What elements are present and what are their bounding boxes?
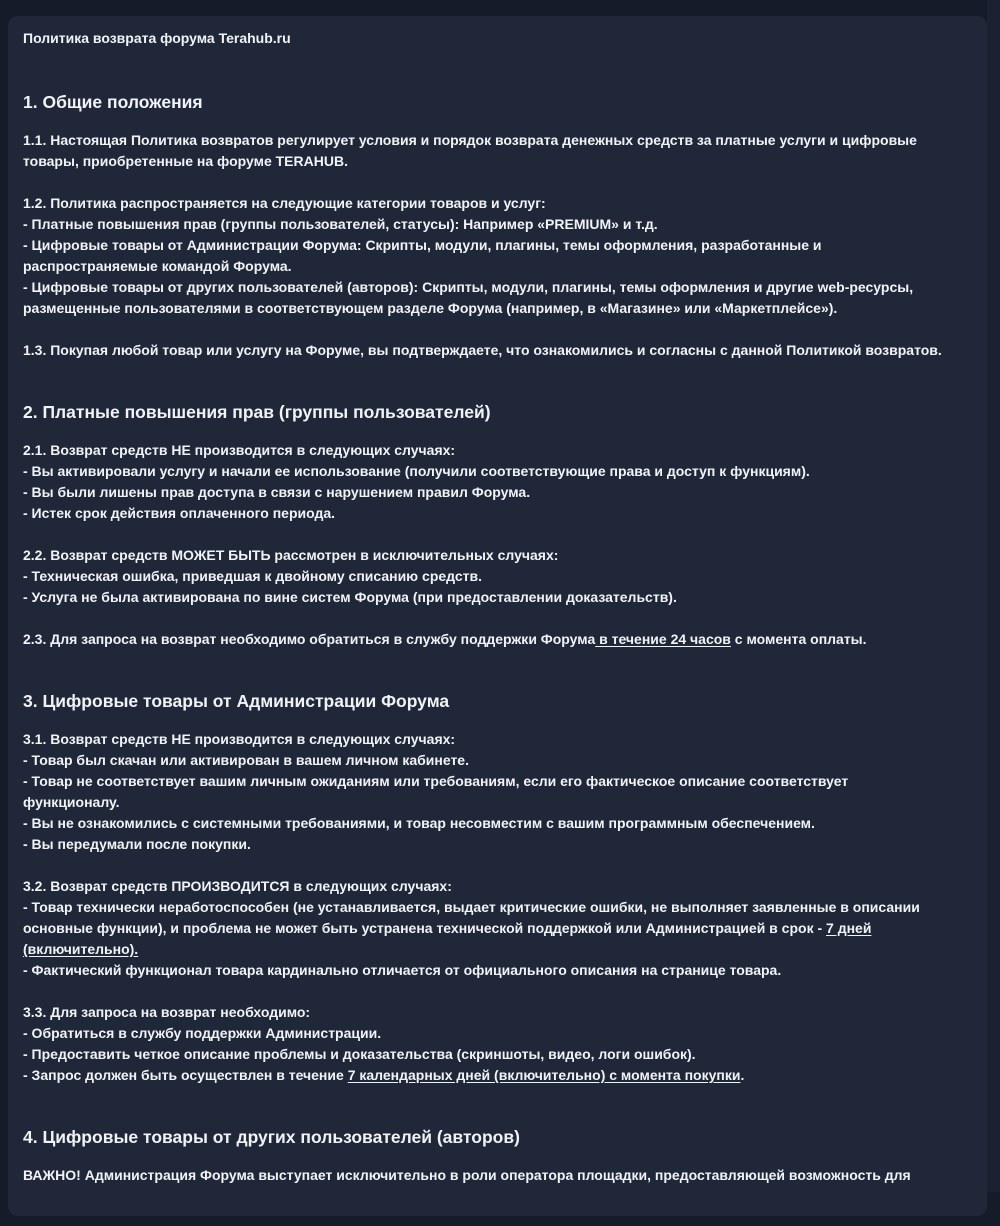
text-segment: 2.3. Для запроса на возврат необходимо обратиться в службу поддержки Форума: [23, 631, 596, 647]
text-line: [23, 750, 942, 771]
text-line: [23, 1065, 942, 1086]
text-line: [23, 629, 942, 650]
text-segment: размещенные пользователями в соответствующем разделе Форума (например, в «Магазине» или «Маркетплейсе»).: [23, 300, 838, 316]
policy-title: Политика возврата форума Terahub.ru: [23, 30, 291, 46]
text-segment: - Техническая ошибка, приведшая к двойному списанию средств.: [23, 568, 482, 584]
text-segment: - Фактический функционал товара кардинально отличается от официального описания на странице товара.: [23, 962, 782, 978]
text-segment: - Вы были лишены прав доступа в связи с нарушением правил Форума.: [23, 484, 531, 500]
text-segment: - Цифровые товары от Администрации Форума: Скрипты, модули, плагины, темы оформления, разработанные и: [23, 237, 822, 253]
paragraph: [23, 629, 942, 650]
section-heading: 2. Платные повышения прав (группы пользователей): [23, 402, 491, 422]
paragraph: [23, 340, 942, 361]
text-segment: ВАЖНО! Администрация Форума выступает исключительно в роли оператора площадки, предоставляющей возможность для: [23, 1167, 911, 1183]
text-line: [23, 834, 942, 855]
section-heading: 4. Цифровые товары от других пользователей (авторов): [23, 1127, 520, 1147]
paragraph: [23, 130, 942, 172]
text-segment: - Товар был скачан или активирован в вашем личном кабинете.: [23, 752, 469, 768]
text-segment: 3.2. Возврат средств ПРОИЗВОДИТСЯ в следующих случаях:: [23, 878, 452, 894]
text-line: [23, 1044, 942, 1065]
emphasized-term: 7 календарных дней (включительно) с момента покупки: [347, 1067, 741, 1083]
text-line: [23, 897, 942, 918]
policy-section: [23, 91, 942, 361]
paragraph: [23, 729, 942, 855]
text-line: [23, 340, 942, 361]
text-segment: 3.1. Возврат средств НЕ производится в следующих случаях:: [23, 731, 456, 747]
text-line: [23, 193, 942, 214]
text-segment: .: [740, 1067, 745, 1083]
text-line: [23, 503, 942, 524]
text-line: [23, 960, 942, 981]
policy-content: [23, 28, 942, 1226]
text-line: [23, 876, 942, 897]
text-segment: функционалу.: [23, 794, 120, 810]
text-line: [23, 298, 942, 319]
text-line: [23, 566, 942, 587]
text-segment: - Вы активировали услугу и начали ее использование (получили соответствующие права и доступ к функциям).: [23, 463, 810, 479]
text-segment: - Вы передумали после покупки.: [23, 836, 251, 852]
text-line: [23, 771, 942, 792]
text-line: [23, 729, 942, 750]
paragraph: [23, 193, 942, 319]
text-segment: основные функции), и проблема не может быть устранена технической поддержкой или Администрацией в срок -: [23, 920, 827, 936]
text-line: [23, 440, 942, 461]
emphasized-term: (включительно).: [23, 941, 139, 957]
text-line: [23, 918, 942, 939]
paragraph: [23, 440, 942, 524]
section-heading: 3. Цифровые товары от Администрации Форума: [23, 691, 450, 711]
text-line: [23, 813, 942, 834]
section-heading: 1. Общие положения: [23, 92, 203, 112]
text-segment: - Платные повышения прав (группы пользователей, статусы): Например «PREMIUM» и т.д.: [23, 216, 658, 232]
text-segment: - Истек срок действия оплаченного периода.: [23, 505, 336, 521]
text-line: [23, 151, 942, 172]
text-segment: - Запрос должен быть осуществлен в течение: [23, 1067, 348, 1083]
text-line: [23, 214, 942, 235]
text-segment: 2.1. Возврат средств НЕ производится в следующих случаях:: [23, 442, 456, 458]
paragraph: [23, 1002, 942, 1086]
text-segment: - Товар не соответствует вашим личным ожиданиям или требованиям, если его фактическое описание соответствует: [23, 773, 849, 789]
text-line: [23, 277, 942, 298]
text-segment: 1.3. Покупая любой товар или услугу на Форуме, вы подтверждаете, что ознакомились и согласны с данной Политикой возвратов.: [23, 342, 942, 358]
text-line: [23, 482, 942, 503]
text-line: [23, 792, 942, 813]
text-segment: распространяемые командой Форума.: [23, 258, 292, 274]
text-line: [23, 461, 942, 482]
text-line: [23, 545, 942, 566]
text-line: [23, 1165, 942, 1186]
text-line: [23, 130, 942, 151]
text-segment: 2.2. Возврат средств МОЖЕТ БЫТЬ рассмотрен в исключительных случаях:: [23, 547, 559, 563]
text-segment: 1.1. Настоящая Политика возвратов регулирует условия и порядок возврата денежных средств за платные услуги и цифровые: [23, 132, 917, 148]
text-segment: - Услуга не была активирована по вине систем Форума (при предоставлении доказательств).: [23, 589, 677, 605]
text-segment: - Цифровые товары от других пользователей (авторов): Скрипты, модули, плагины, темы оформления и другие web-ресурсы,: [23, 279, 914, 295]
paragraph: [23, 876, 942, 981]
policy-section: [23, 1126, 942, 1186]
policy-card: [8, 16, 987, 1216]
policy-section: [23, 690, 942, 1086]
text-segment: 1.2. Политика распространяется на следующие категории товаров и услуг:: [23, 195, 546, 211]
emphasized-term: в течение 24 часов: [595, 631, 731, 647]
text-segment: с момента оплаты.: [730, 631, 867, 647]
paragraph: [23, 545, 942, 608]
page-scroll-rail: [987, 0, 1000, 1192]
text-segment: - Товар технически неработоспособен (не устанавливается, выдает критические ошибки, не выполняет заявленные в описании: [23, 899, 920, 915]
text-line: [23, 587, 942, 608]
text-line: [23, 235, 942, 256]
text-line: [23, 256, 942, 277]
text-segment: - Вы не ознакомились с системными требованиями, и товар несовместим с вашим программным обеспечением.: [23, 815, 815, 831]
text-segment: товары, приобретенные на форуме TERAHUB.: [23, 153, 348, 169]
text-segment: - Обратиться в службу поддержки Администрации.: [23, 1025, 382, 1041]
text-line: [23, 1023, 942, 1044]
policy-section: [23, 401, 942, 650]
text-segment: - Предоставить четкое описание проблемы и доказательства (скриншоты, видео, логи ошибок).: [23, 1046, 696, 1062]
text-line: [23, 939, 942, 960]
text-line: [23, 1002, 942, 1023]
paragraph: [23, 1165, 942, 1186]
text-segment: 3.3. Для запроса на возврат необходимо:: [23, 1004, 311, 1020]
emphasized-term: 7 дней: [826, 920, 872, 936]
